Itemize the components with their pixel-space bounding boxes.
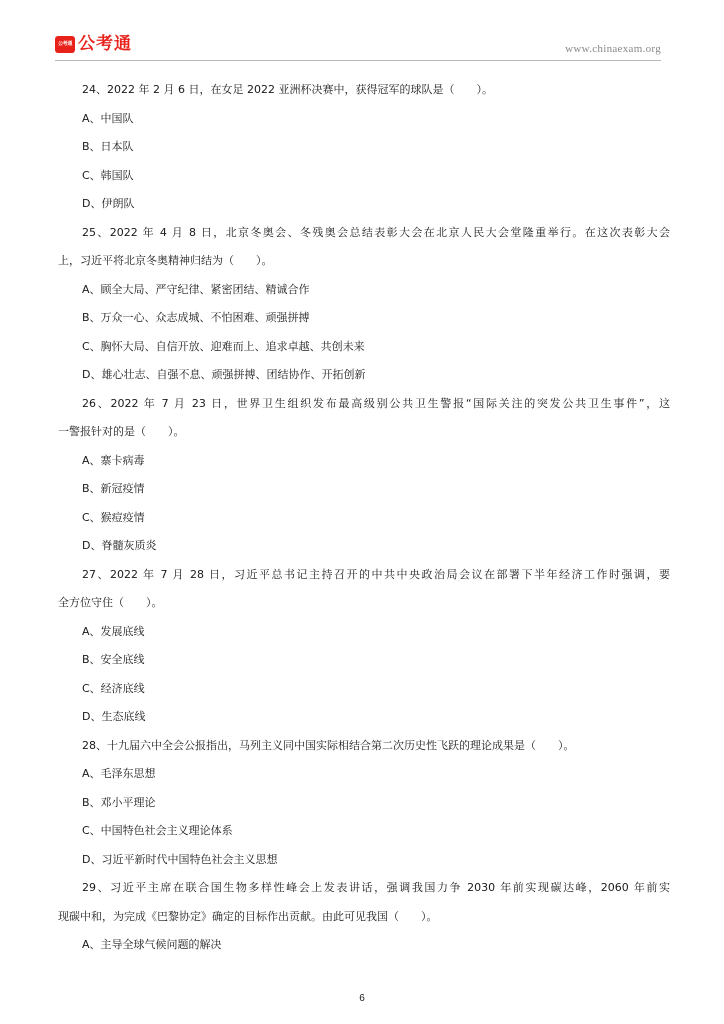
question-list	[58, 76, 670, 960]
answer-option: D、雄心壮志、自强不息、顽强拼搏、团结协作、开拓创新	[82, 368, 366, 381]
answer-option: D、脊髓灰质炎	[82, 539, 157, 552]
question-block	[58, 76, 670, 219]
answer-option: A、中国队	[82, 111, 134, 125]
question-block	[58, 732, 670, 875]
answer-option: C、胸怀大局、自信开放、迎难而上、追求卓越、共创未来	[82, 339, 365, 353]
answer-option: C、经济底线	[82, 681, 145, 695]
answer-option: D、习近平新时代中国特色社会主义思想	[82, 852, 278, 866]
answer-option: A、顾全大局、严守纪律、紧密团结、精诚合作	[82, 282, 310, 296]
answer-option: A、寨卡病毒	[82, 453, 145, 467]
question-stem: 28、十九届六中全会公报指出，马列主义同中国实际相结合第二次历史性飞跃的理论成果是（ ）。	[82, 738, 575, 752]
answer-option: A、毛泽东思想	[82, 767, 156, 780]
answer-option: C、猴痘疫情	[82, 510, 145, 524]
page-header	[55, 34, 661, 60]
logo-badge-icon: 公考通	[55, 36, 75, 53]
question-stem: 27、2022 年 7 月 28 日，习近平总书记主持召开的中共中央政治局会议在部署下半年经济工作时强调，要	[82, 567, 670, 581]
question-block	[58, 561, 670, 732]
question-stem: 25、2022 年 4 月 8 日，北京冬奥会、冬残奥会总结表彰大会在北京人民大会堂隆重举行。在这次表彰大会	[82, 225, 670, 239]
answer-option: B、万众一心、众志成城、不怕困难、顽强拼搏	[82, 311, 310, 324]
answer-option: B、邓小平理论	[82, 795, 156, 809]
answer-option: C、韩国队	[82, 168, 134, 182]
answer-option: A、发展底线	[82, 624, 145, 638]
question-block	[58, 874, 670, 960]
header-divider	[55, 60, 661, 61]
answer-option: B、新冠疫情	[82, 482, 145, 495]
logo	[55, 34, 132, 54]
answer-option: B、日本队	[82, 140, 134, 153]
answer-option: C、中国特色社会主义理论体系	[82, 824, 233, 837]
site-url: www.chinaexam.org	[565, 43, 661, 55]
question-stem: 24、2022 年 2 月 6 日，在女足 2022 亚洲杯决赛中，获得冠军的球队是（ ）。	[82, 83, 493, 96]
question-stem: 26、2022 年 7 月 23 日，世界卫生组织发布最高级别公共卫生警报“国际关注的突发公共卫生事件”，这	[82, 396, 670, 410]
question-stem-continued: 上，习近平将北京冬奥精神归结为（ ）。	[58, 254, 273, 267]
question-stem-continued: 一警报针对的是（ ）。	[58, 425, 185, 438]
answer-option: A、主导全球气候问题的解决	[82, 938, 222, 951]
answer-option: D、生态底线	[82, 710, 146, 723]
question-block	[58, 219, 670, 390]
question-stem-continued: 全方位守住（ ）。	[58, 596, 163, 609]
question-stem-continued: 现碳中和，为完成《巴黎协定》确定的目标作出贡献。由此可见我国（ ）。	[58, 909, 438, 923]
question-stem: 29、习近平主席在联合国生物多样性峰会上发表讲话，强调我国力争 2030 年前实现碳达峰，2060 年前实	[82, 881, 670, 894]
answer-option: D、伊朗队	[82, 197, 135, 210]
question-block	[58, 390, 670, 561]
logo-text: 公考通	[78, 34, 132, 54]
answer-option: B、安全底线	[82, 653, 145, 666]
page-number: 6	[359, 993, 365, 1004]
